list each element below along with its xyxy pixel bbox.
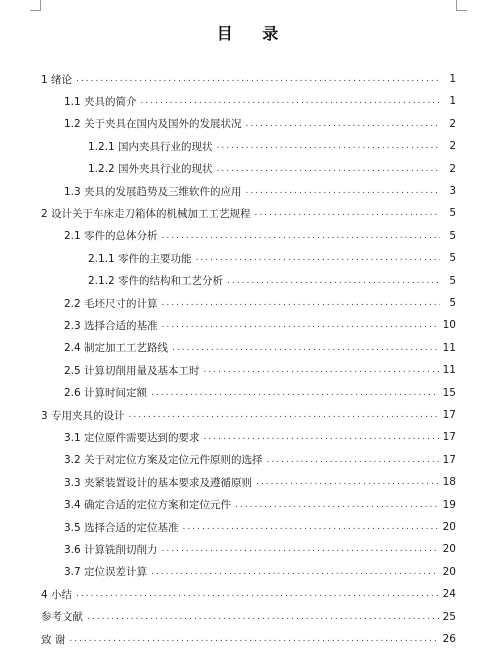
toc-entry-label: 致 谢 [41,633,66,646]
toc-leader-dots [141,96,440,106]
toc-leader-dots [227,276,440,286]
toc-leader-dots [246,186,440,196]
toc-entry-page-number: 24 [442,588,456,601]
toc-leader-dots [235,500,439,510]
toc-entry[interactable] [41,606,456,628]
toc-leader-dots [162,544,439,554]
toc-entry-label: 2.6 计算时间定额 [64,387,148,400]
toc-entry-label: 3.4 确定合适的定位方案和定位元件 [64,499,232,512]
toc-entry-page-number: 20 [442,521,456,533]
toc-entry-label: 2.2 毛坯尺寸的计算 [64,297,158,310]
toc-leader-dots [162,298,440,308]
toc-entry-label: 1.3 夹具的发展趋势及三维软件的应用 [64,185,242,198]
toc-leader-dots [183,522,439,532]
toc-leader-dots [129,410,439,420]
toc-entry[interactable] [64,180,456,202]
toc-entry-page-number: 2 [449,140,456,153]
toc-entry-label: 2.3 选择合适的基准 [64,319,158,332]
toc-entry[interactable] [41,202,456,224]
toc-entry-label: 1.1 夹具的简介 [64,95,137,108]
toc-entry[interactable] [88,247,456,269]
toc-entry-page-number: 17 [442,431,456,444]
toc-title: 目 录 [216,24,291,43]
toc-entry[interactable] [41,404,456,426]
toc-leader-dots [76,74,440,84]
toc-leader-dots [196,253,440,263]
toc-entry[interactable] [64,471,456,493]
toc-entry[interactable] [41,628,456,650]
toc-leader-dots [255,208,440,218]
toc-entry-label: 1.2.2 国外夹具行业的现状 [88,163,213,176]
toc-leader-dots [267,455,439,465]
toc-entry-page-number: 10 [442,319,456,332]
toc-entry-label: 3 专用夹具的设计 [41,409,125,422]
toc-leader-dots [172,343,439,353]
toc-leader-dots [151,567,439,577]
toc-leader-dots [256,477,439,487]
toc-entry[interactable] [64,225,456,247]
toc-entry[interactable] [64,90,456,112]
toc-entry-label: 2.5 计算切削用量及基本工时 [64,364,200,377]
toc-entry[interactable] [64,426,456,448]
toc-entry[interactable] [64,382,456,404]
toc-entry-label: 3.7 定位误差计算 [64,566,148,579]
page-corner-mark-left [30,0,41,11]
toc-entry-label: 4 小结 [41,588,73,601]
toc-entry-page-number: 25 [442,610,456,623]
toc-entry-label: 3.3 夹紧装置设计的基本要求及遵循原则 [64,476,253,489]
toc-entry[interactable] [64,359,456,381]
toc-entry[interactable] [88,158,456,180]
toc-entry[interactable] [64,561,456,583]
page-corner-mark-right [456,0,467,11]
toc-entry-page-number: 26 [442,633,456,645]
toc-leader-dots [151,388,439,398]
toc-leader-dots [204,432,439,442]
toc-entry[interactable] [64,292,456,314]
toc-entry-page-number: 17 [442,453,456,466]
toc-entry[interactable] [41,583,456,605]
toc-entry[interactable] [64,449,456,471]
toc-entry-page-number: 5 [449,229,456,242]
toc-entry-page-number: 2 [449,162,456,175]
toc-entry-label: 2.4 制定加工工艺路线 [64,342,169,355]
toc-leader-dots [217,164,440,174]
toc-leader-dots [76,589,439,599]
toc-leader-dots [246,119,440,129]
toc-entry-label: 3.1 定位原件需要达到的要求 [64,431,200,444]
toc-entry-label: 3.2 关于对定位方案及定位元件原则的选择 [64,454,263,467]
toc-entry[interactable] [64,337,456,359]
toc-leader-dots [217,141,440,151]
toc-entry[interactable] [64,494,456,516]
toc-entry-label: 2 设计关于车床走刀箱体的机械加工工艺规程 [41,207,251,220]
toc-entry-page-number: 15 [442,386,456,399]
toc-entry-label: 参考文献 [41,611,83,624]
toc-entry-page-number: 11 [442,364,456,377]
toc-entry-label: 2.1.1 零件的主要功能 [88,252,192,265]
toc-entry-label: 2.1 零件的总体分析 [64,230,158,243]
toc-leader-dots [162,231,440,241]
toc-entry-label: 1 绪论 [41,73,73,86]
toc-entry-page-number: 5 [449,207,456,220]
toc-entry[interactable] [64,538,456,560]
toc-entry-page-number: 17 [442,409,456,421]
toc-entry[interactable] [41,68,456,90]
toc-leader-dots [69,634,438,644]
toc-entry-page-number: 20 [442,565,456,578]
toc-entry-page-number: 5 [449,274,456,287]
toc-entry-label: 1.2 关于夹具在国内及国外的发展状况 [64,118,242,131]
toc-entry-page-number: 3 [449,185,456,197]
toc-entry-page-number: 2 [449,117,456,130]
toc-entry[interactable] [64,516,456,538]
toc-entry-label: 1.2.1 国内夹具行业的现状 [88,140,213,153]
toc-entry-page-number: 1 [449,73,456,85]
toc-leader-dots [204,365,439,375]
toc-entry-label: 3.5 选择合适的定位基准 [64,521,179,534]
toc-entry-page-number: 11 [442,341,456,354]
toc-entry-label: 2.1.2 零件的结构和工艺分析 [88,275,224,288]
toc-entry[interactable] [88,135,456,157]
toc-entry-page-number: 20 [442,543,456,556]
toc-entry-page-number: 5 [449,297,456,309]
toc-entry-page-number: 5 [449,252,456,265]
toc-entry-label: 3.6 计算铣削切削力 [64,543,158,556]
toc-leader-dots [87,612,439,622]
toc-entry-page-number: 1 [449,95,456,108]
toc-entry[interactable] [64,113,456,135]
toc-entry-page-number: 19 [442,498,456,511]
toc-entry-page-number: 18 [442,476,456,489]
toc-leader-dots [162,320,439,330]
toc-entry[interactable] [64,314,456,336]
toc-entry[interactable] [88,270,456,292]
